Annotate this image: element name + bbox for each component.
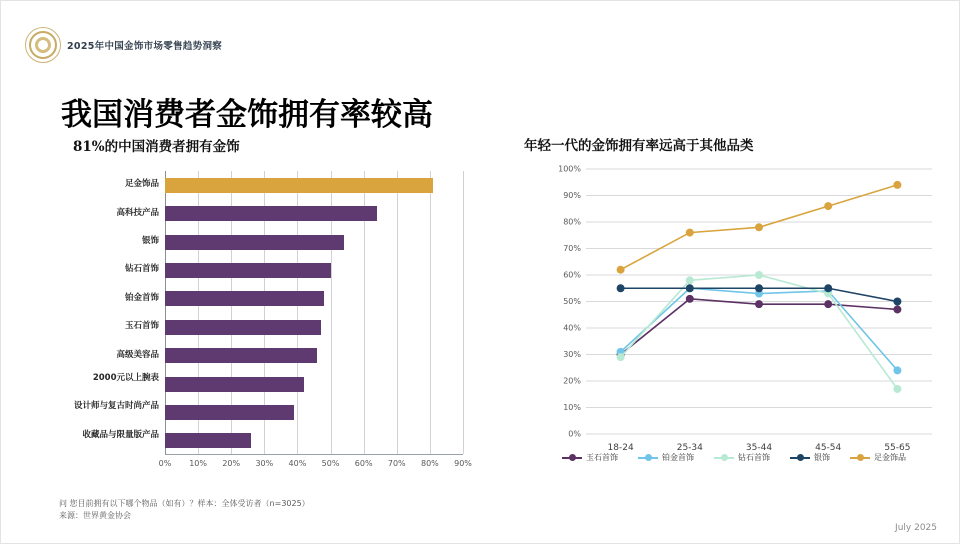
legend-marker-icon — [714, 453, 734, 462]
data-point — [824, 300, 832, 308]
data-point — [686, 276, 694, 284]
legend-label: 铂金首饰 — [662, 453, 694, 462]
legend-item — [850, 452, 906, 463]
axis-tick-label: 0% — [568, 429, 581, 439]
data-point — [893, 181, 901, 189]
report-header: 2025年中国金饰市场零售趋势洞察 — [67, 41, 223, 52]
data-point — [755, 300, 763, 308]
footnote-source: 来源：世界黄金协会 — [59, 511, 131, 520]
data-point — [893, 305, 901, 313]
legend-dot — [569, 454, 576, 461]
bar-chart — [59, 171, 472, 481]
axis-tick-label: 20% — [563, 376, 581, 386]
bar — [165, 405, 294, 420]
bar — [165, 263, 331, 278]
axis-tick-label: 25-34 — [676, 443, 703, 453]
legend-item — [790, 452, 830, 463]
axis-tick-label: 70% — [387, 459, 406, 468]
line-chart-svg — [546, 157, 946, 457]
bar — [165, 235, 344, 250]
axis-tick-label: 50% — [321, 459, 340, 468]
legend-dot — [721, 454, 728, 461]
axis-tick-label: 80% — [563, 217, 581, 227]
data-point — [755, 223, 763, 231]
bar — [165, 348, 317, 363]
legend-item — [638, 452, 694, 463]
axis-tick-label: 60% — [563, 270, 581, 280]
data-point — [686, 295, 694, 303]
data-point — [755, 271, 763, 279]
line-chart-title: 年轻一代的金饰拥有率远高于其他品类 — [524, 138, 754, 154]
data-point — [755, 284, 763, 292]
world-gold-council-logo-icon — [25, 27, 61, 63]
data-point — [617, 284, 625, 292]
bar — [165, 178, 433, 193]
axis-tick-label: 55-65 — [884, 443, 911, 453]
legend-dot — [797, 454, 804, 461]
legend-item — [562, 452, 618, 463]
legend-label: 玉石首饰 — [586, 453, 618, 462]
bar — [165, 206, 377, 221]
bar-rows — [59, 171, 469, 455]
axis-tick-label: 18-24 — [607, 443, 634, 453]
bar-category-label: 收藏品与限量版产品 — [82, 429, 159, 440]
legend-label: 足金饰品 — [874, 453, 906, 462]
axis-tick-label: 30% — [255, 459, 274, 468]
bar — [165, 433, 251, 448]
axis-tick-label: 40% — [563, 323, 581, 333]
data-point — [617, 353, 625, 361]
bar-category-label: 高级美容品 — [116, 349, 159, 360]
data-point — [686, 229, 694, 237]
bar-chart-title: 81%的中国消费者拥有金饰 — [73, 139, 240, 155]
line-chart — [546, 157, 946, 487]
bar-category-label: 银饰 — [141, 236, 159, 246]
legend-label: 钻石首饰 — [738, 453, 770, 462]
legend-marker-icon — [562, 453, 582, 462]
axis-tick-label: 10% — [563, 403, 581, 412]
bar-category-label: 钻石首饰 — [124, 264, 159, 275]
axis-tick-label: 20% — [222, 459, 241, 468]
data-point — [824, 284, 832, 292]
axis-tick-label: 35-44 — [745, 443, 773, 453]
line-chart-legend — [524, 452, 944, 463]
bar-category-label: 高科技产品 — [116, 207, 159, 218]
axis-tick-label: 60% — [354, 459, 373, 468]
bar-category-label: 玉石首饰 — [124, 321, 159, 332]
legend-item — [714, 452, 770, 463]
data-point — [893, 366, 901, 374]
axis-tick-label: 90% — [454, 459, 472, 468]
legend-marker-icon — [790, 453, 810, 462]
logo-ring-inner — [35, 37, 51, 53]
legend-marker-icon — [850, 453, 870, 462]
legend-label: 银饰 — [814, 453, 830, 462]
bar-category-label: 足金饰品 — [124, 179, 159, 190]
axis-tick-label: 30% — [563, 350, 581, 359]
data-point — [686, 284, 694, 292]
legend-marker-icon — [638, 453, 658, 462]
bar — [165, 291, 324, 306]
axis-tick-label: 90% — [563, 191, 581, 200]
axis-tick-label: 10% — [189, 459, 207, 468]
bar-category-label: 2000元以上腕表 — [92, 373, 159, 383]
page-title: 我国消费者金饰拥有率较高 — [61, 97, 433, 133]
axis-tick-label: 70% — [563, 244, 581, 253]
bar-category-label: 设计师与复古时尚产品 — [73, 401, 159, 412]
data-point — [893, 298, 901, 306]
data-point — [893, 385, 901, 393]
bar — [165, 320, 321, 335]
footnote-question: 问 您目前拥有以下哪个物品（如有）？样本：全体受访者（n=3025） — [59, 499, 310, 508]
axis-tick-label: 45-54 — [815, 443, 842, 453]
footnote — [59, 498, 310, 522]
legend-dot — [857, 454, 864, 461]
axis-tick-label: 80% — [420, 459, 439, 468]
data-point — [617, 266, 625, 274]
axis-tick-label: 50% — [563, 297, 581, 306]
legend-dot — [645, 454, 652, 461]
slide-date: July 2025 — [895, 523, 937, 533]
bar-x-axis — [158, 459, 472, 473]
axis-tick-label: 40% — [288, 459, 307, 468]
axis-tick-label: 100% — [558, 164, 581, 174]
axis-tick-label: 0% — [158, 459, 172, 468]
data-point — [824, 202, 832, 210]
bar-category-label: 铂金首饰 — [124, 292, 159, 303]
bar — [165, 377, 304, 392]
